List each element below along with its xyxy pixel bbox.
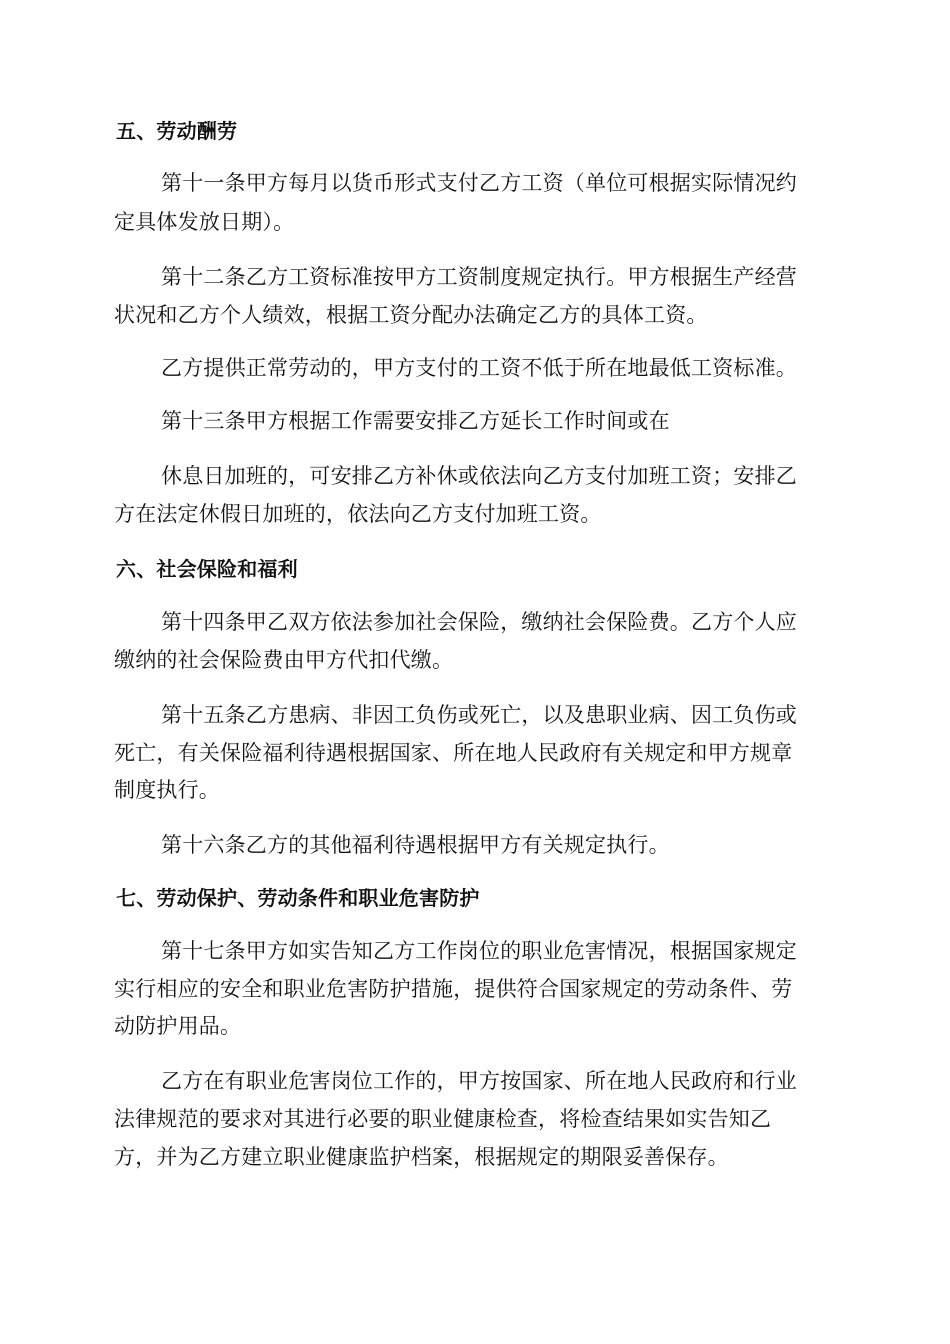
minimum-wage-paragraph: 乙方提供正常劳动的，甲方支付的工资不低于所在地最低工资标准。 xyxy=(161,356,797,380)
health-check-line-1: 乙方在有职业危害岗位工作的，甲方按国家、所在地人民政府和行业 xyxy=(161,1069,797,1093)
article-15-line-2: 死亡，有关保险福利待遇根据国家、所在地人民政府有关规定和甲方规章 xyxy=(114,741,793,765)
section-heading-5: 五、劳动酬劳 xyxy=(116,119,238,143)
overtime-line-1: 休息日加班的，可安排乙方补休或依法向乙方支付加班工资；安排乙 xyxy=(161,464,797,488)
article-11-line-2: 定具体发放日期）。 xyxy=(114,210,295,234)
article-16: 第十六条乙方的其他福利待遇根据甲方有关规定执行。 xyxy=(161,833,670,857)
article-13-line-1: 第十三条甲方根据工作需要安排乙方延长工作时间或在 xyxy=(161,409,670,433)
section-heading-7: 七、劳动保护、劳动条件和职业危害防护 xyxy=(116,886,480,910)
article-12-line-1: 第十二条乙方工资标准按甲方工资制度规定执行。甲方根据生产经营 xyxy=(161,265,797,289)
article-11-line-1: 第十一条甲方每月以货币形式支付乙方工资（单位可根据实际情况约 xyxy=(161,171,797,195)
article-17-line-2: 实行相应的安全和职业危害防护措施，提供符合国家规定的劳动条件、劳 xyxy=(114,977,793,1001)
article-17-line-3: 动防护用品。 xyxy=(114,1014,242,1038)
health-check-line-3: 方，并为乙方建立职业健康监护档案，根据规定的期限妥善保存。 xyxy=(114,1145,729,1169)
health-check-line-2: 法律规范的要求对其进行必要的职业健康检查，将检查结果如实告知乙 xyxy=(114,1107,772,1131)
article-17-line-1: 第十七条甲方如实告知乙方工作岗位的职业危害情况，根据国家规定 xyxy=(161,939,797,963)
article-14-line-2: 缴纳的社会保险费由甲方代扣代缴。 xyxy=(114,648,454,672)
overtime-line-2: 方在法定休假日加班的，依法向乙方支付加班工资。 xyxy=(114,502,602,526)
article-12-line-2: 状况和乙方个人绩效，根据工资分配办法确定乙方的具体工资。 xyxy=(114,303,708,327)
article-14-line-1: 第十四条甲乙双方依法参加社会保险，缴纳社会保险费。乙方个人应 xyxy=(161,610,797,634)
section-heading-6: 六、社会保险和福利 xyxy=(116,557,298,581)
article-15-line-3: 制度执行。 xyxy=(114,778,220,802)
article-15-line-1: 第十五条乙方患病、非因工负伤或死亡，以及患职业病、因工负伤或 xyxy=(161,703,797,727)
